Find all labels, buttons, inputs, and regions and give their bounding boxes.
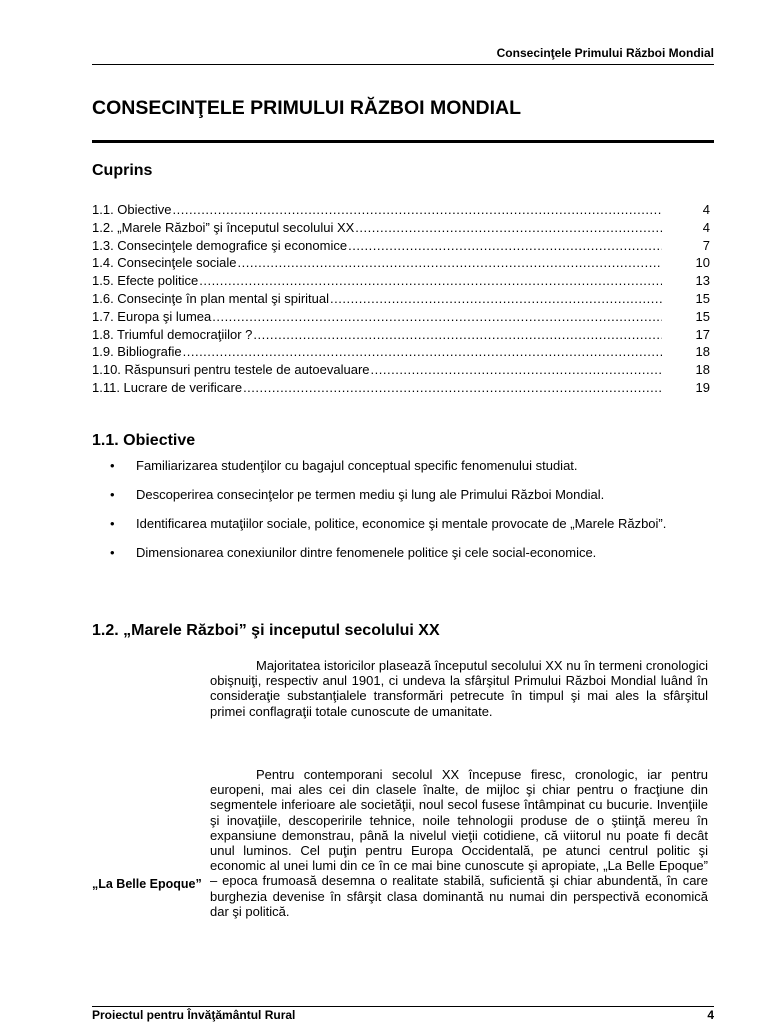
bullet-icon: • xyxy=(110,487,115,502)
toc-entry[interactable] xyxy=(92,290,710,308)
toc-entry-page: 19 xyxy=(695,379,710,395)
paragraph-text: Majoritatea istoricilor plasează începutul secolului XX nu în termeni cronologici obişnuiţi, respectiv anul 1901, ci undeva la sfârşitul Primului Război Mondial luând în consideraţie substanţialele transformări petrecute în timpul şi mai ales la sfârşitul primei conflagraţii totale cunoscute de umanitate. xyxy=(210,658,708,719)
title-rule xyxy=(92,140,714,143)
toc-entry[interactable] xyxy=(92,308,710,326)
toc-leader xyxy=(348,237,662,255)
toc-leader xyxy=(253,326,662,344)
list-item-text: Descoperirea consecinţelor pe termen mediu şi lung ale Primului Război Mondial. xyxy=(136,487,605,502)
toc-entry-page: 4 xyxy=(702,219,710,235)
paragraph-text: Pentru contemporani secolul XX începuse firesc, cronologic, iar pentru europeni, mai ales cei din clasele înalte, de mijloc şi chiar pentru o fracţiune din segmentele inferioare ale societăţii, noul secol fusese întâmpinat cu bucurie. Invenţiile şi inovaţiile, descoperirile tehnice, noile tehnologii produse de o ştiinţă mereu în expansiune demonstrau, până la nivelul vieţii cotidiene, că viitorul nu poate fi decât unul luminos. Cel puţin pentru Europa Occidentală, pe atunci centrul politic şi economic al unei lumi din ce în ce mai bine cunoscute şi apropiate, „La Belle Epoque” – epoca frumoasă desemna o realitate stabilă, suficientă şi chiar abundentă, în care burghezia devenise în sfârşit clasa dominantă nu numai din perspectivă economică dar şi politică. xyxy=(210,767,708,919)
toc-leader xyxy=(199,272,662,290)
toc-entry-page: 13 xyxy=(695,273,710,289)
toc-entry-page: 7 xyxy=(702,237,710,253)
objectives-list xyxy=(110,452,714,568)
toc-entry-page: 15 xyxy=(695,290,710,306)
list-item xyxy=(110,510,714,537)
toc-leader xyxy=(330,290,662,308)
page-number: 4 xyxy=(707,1008,714,1022)
toc-entry[interactable] xyxy=(92,219,710,237)
toc-leader xyxy=(173,201,663,219)
toc-entry[interactable] xyxy=(92,379,710,397)
toc-entry-label: 1.3. Consecinţele demografice şi economice xyxy=(92,237,348,253)
toc-leader xyxy=(212,308,662,326)
toc-entry-label: 1.11. Lucrare de verificare xyxy=(92,379,243,395)
toc-entry[interactable] xyxy=(92,201,710,219)
margin-note: „La Belle Epoque” xyxy=(92,877,202,891)
toc-entry-label: 1.10. Răspunsuri pentru testele de autoevaluare xyxy=(92,362,370,378)
body-paragraph-2 xyxy=(210,767,708,919)
toc-leader xyxy=(238,254,662,272)
section-heading-objectives: 1.1. Obiective xyxy=(92,432,196,449)
toc-entry-label: 1.5. Efecte politice xyxy=(92,273,199,289)
bullet-icon: • xyxy=(110,545,115,560)
table-of-contents xyxy=(92,201,710,397)
running-header: Consecinţele Primului Război Mondial xyxy=(92,44,714,65)
toc-entry-page: 18 xyxy=(695,362,710,378)
list-item xyxy=(110,452,714,479)
list-item-text: Familiarizarea studenţilor cu bagajul conceptual specific fenomenului studiat. xyxy=(136,458,578,473)
toc-entry[interactable] xyxy=(92,326,710,344)
document-title: CONSECINŢELE PRIMULUI RĂZBOI MONDIAL xyxy=(92,97,521,119)
toc-entry-page: 4 xyxy=(702,202,710,217)
section-heading-great-war: 1.2. „Marele Război” şi inceputul secolului XX xyxy=(92,622,440,639)
toc-entry[interactable] xyxy=(92,361,710,379)
toc-entry-page: 18 xyxy=(695,344,710,360)
footer-rule xyxy=(92,1006,714,1007)
toc-entry[interactable] xyxy=(92,343,710,361)
toc-entry-label: 1.7. Europa şi lumea xyxy=(92,308,212,324)
list-item-text: Identificarea mutaţiilor sociale, politice, economice şi mentale provocate de „Marele Război”. xyxy=(136,516,667,531)
toc-leader xyxy=(371,361,662,379)
list-item xyxy=(110,481,714,508)
list-item xyxy=(110,539,714,566)
footer-label: Proiectul pentru Învăţământul Rural xyxy=(92,1008,296,1022)
toc-entry-label: 1.4. Consecinţele sociale xyxy=(92,255,237,271)
toc-entry[interactable] xyxy=(92,272,710,290)
toc-entry[interactable] xyxy=(92,254,710,272)
toc-entry-page: 17 xyxy=(695,326,710,342)
toc-entry-label: 1.6. Consecinţe în plan mental şi spiritual xyxy=(92,290,330,306)
body-paragraph-1 xyxy=(210,658,708,719)
toc-leader xyxy=(243,379,662,397)
toc-leader xyxy=(183,343,662,361)
bullet-icon: • xyxy=(110,458,115,473)
list-item-text: Dimensionarea conexiunilor dintre fenomenele politice şi cele social-economice. xyxy=(136,545,597,560)
toc-entry[interactable] xyxy=(92,237,710,255)
toc-entry-page: 10 xyxy=(695,255,710,271)
bullet-icon: • xyxy=(110,516,115,531)
toc-entry-label: 1.9. Bibliografie xyxy=(92,344,182,360)
toc-heading: Cuprins xyxy=(92,162,153,179)
toc-entry-page: 15 xyxy=(695,308,710,324)
toc-entry-label: 1.8. Triumful democraţiilor ? xyxy=(92,326,253,342)
toc-leader xyxy=(355,219,662,237)
toc-entry-label: 1.1. Obiective xyxy=(92,202,172,217)
toc-entry-label: 1.2. „Marele Război” şi începutul secolului XX xyxy=(92,219,355,235)
